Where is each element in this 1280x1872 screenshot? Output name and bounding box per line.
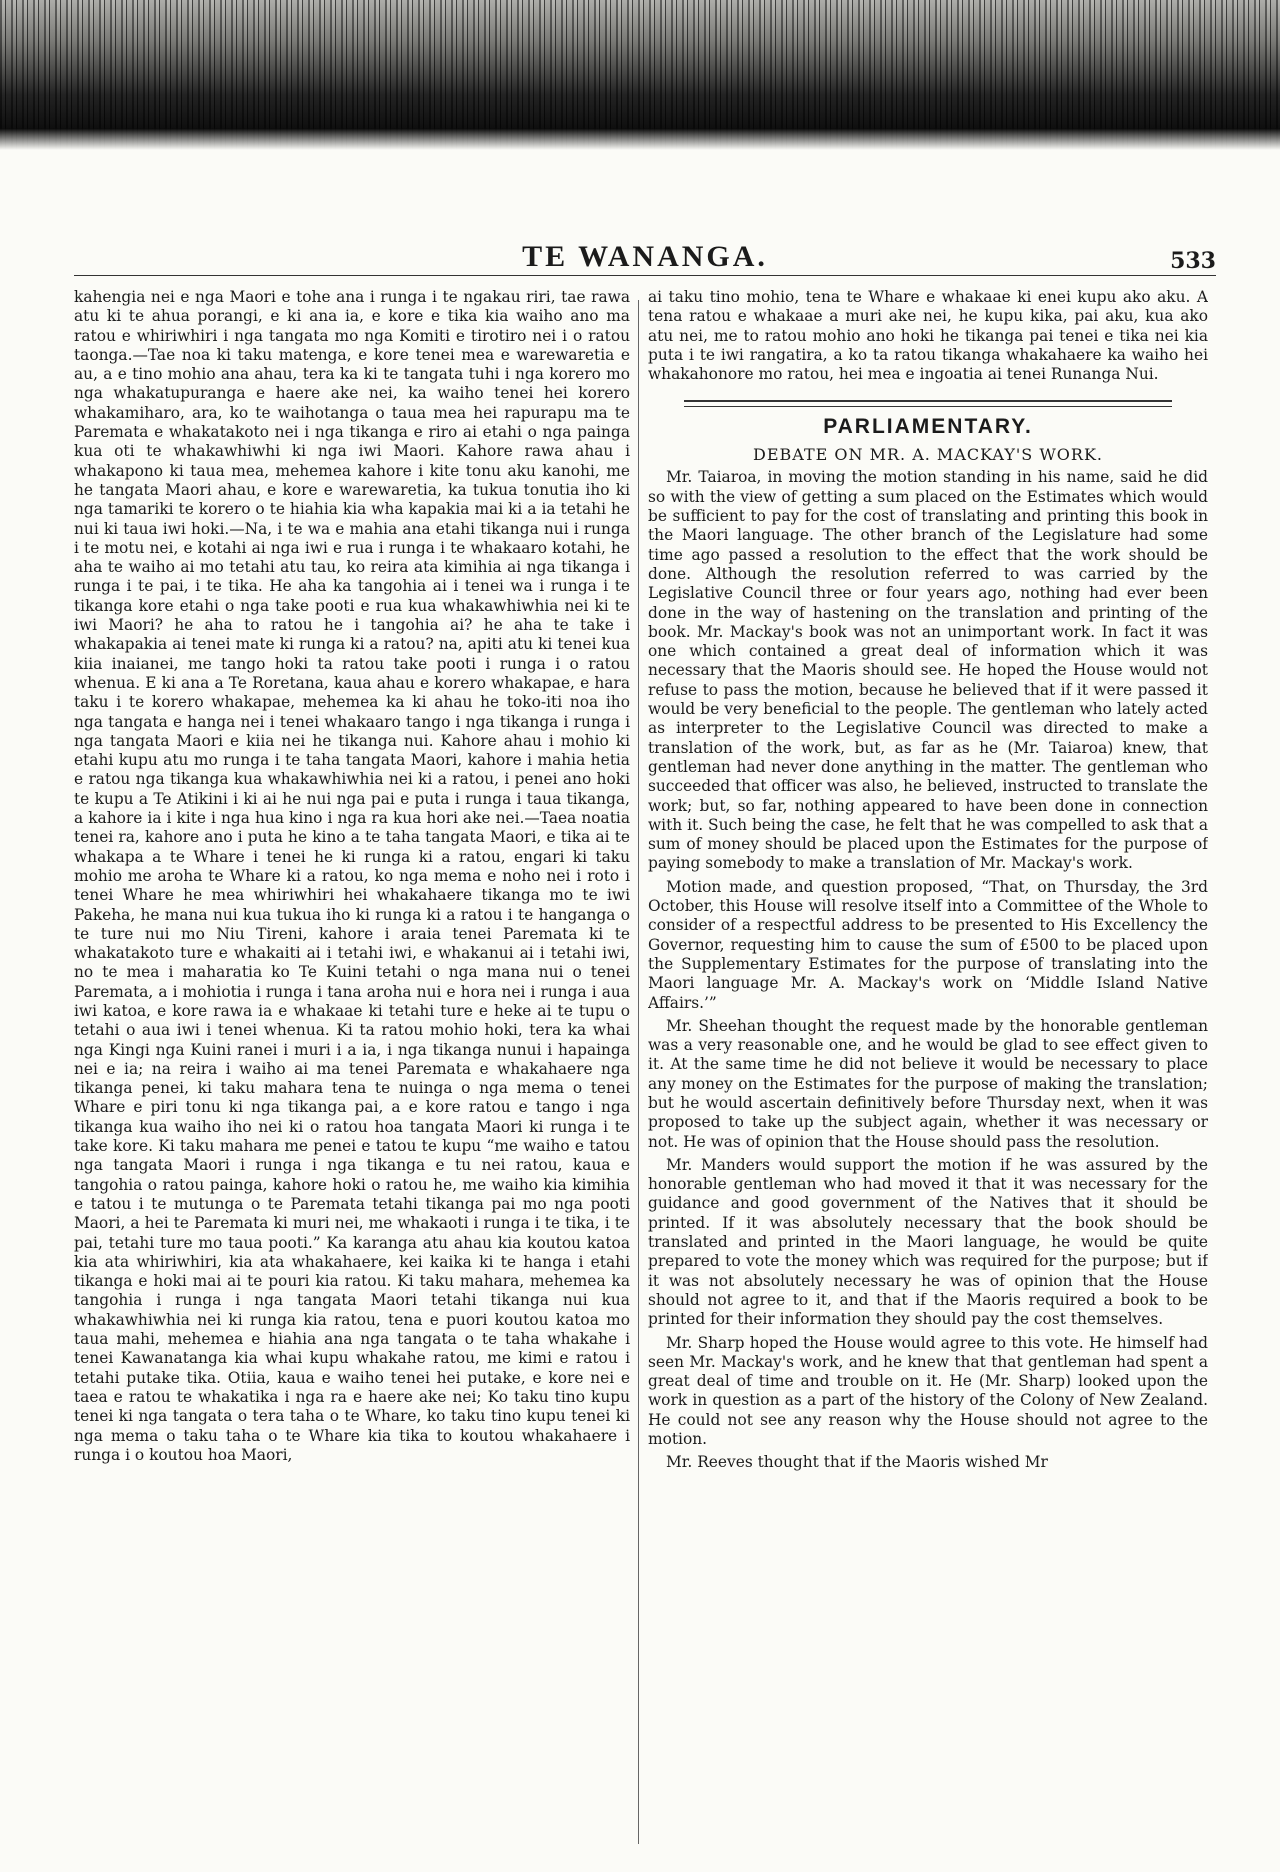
header-rule [74, 275, 1216, 276]
debate-paragraph: Mr. Sharp hoped the House would agree to this vote. He himself had seen Mr. Mackay's work, and he knew that that gentleman had spent a great deal of time and trouble on it. He (Mr. Sharp) looked upon the work in question as a part of the history of the Colony of New Zealand. He could not see any reason why the House should not agree to the motion. [648, 1333, 1208, 1449]
debate-paragraph: Mr. Manders would support the motion if he was assured by the honorable gentleman who had moved it that it was necessary for the guidance and good government of the Natives that it should be printed. If it was absolutely necessary that the book should be translated and printed in the Maori language, he would be quite prepared to vote the money which was required for the purpose; but if it was not absolutely necessary he was of opinion that the House should not agree to it, and that if the Maoris required a book to be printed for their information they should pay the cost themselves. [648, 1155, 1208, 1329]
debate-paragraph: Mr. Sheehan thought the request made by the honorable gentleman was a very reasonable one, and he would be glad to see effect given to it. At the same time he did not believe it would be necessary to place any money on the Estimates for the purpose of making the translation; but he would ascertain definitively before Thursday next, when it was proposed to take up the subject again, whether it was necessary or not. He was of opinion that the House should pass the resolution. [648, 1016, 1208, 1151]
maori-text-conclusion: ai taku tino mohio, tena te Whare e whakaae ki enei kupu ako aku. A tena ratou e whakaae a muri ake nei, he kupu kika, pai aku, kua ako atu nei, me to ratou mohio ano hoki he tikanga pai tenei e tika nei kia puta i te iwi rangatira, a ko ta ratou tikanga whakahaere ka waiho hei whakahonore mo ratou, hei mea e ingoatia ai tenei Runanga Nui. [648, 288, 1208, 384]
debate-paragraph: Motion made, and question proposed, “That, on Thursday, the 3rd October, this House will resolve itself into a Committee of the Whole to consider of a respectful address to be presented to His Excellency the Governor, requesting him to cause the sum of £500 to be placed upon the Supplementary Estimates for the purpose of translating into the Maori language Mr. A. Mackay's work on ‘Middle Island Native Affairs.’” [648, 877, 1208, 1012]
article-subheading: DEBATE ON MR. A. MACKAY'S WORK. [753, 445, 1103, 465]
debate-paragraph: Mr. Taiaroa, in moving the motion standing in his name, said he did so with the view of getting a sum placed on the Estimates which would be sufficient to pay for the cost of translating and printing this book in the Maori language. The other branch of the Legislature had some time ago passed a resolution to the effect that the work should be done. Although the resolution referred to was carried by the Legislative Council three or four years ago, nothing had ever been done in the way of hastening on the translation and printing of the book. Mr. Mackay's book was not an unimportant work. In fact it was one which contained a great deal of information which it was necessary that the Maoris should see. He hoped the House would not refuse to pass the motion, because he believed that if it were passed it would be very beneficial to the people. The gentleman who lately acted as interpreter to the Legislative Council was directed to make a translation of the work, but, as far as he (Mr. Taiaroa) knew, that gentleman had never done anything in the matter. The gentleman who succeeded that officer was also, he believed, instructed to translate the work; but, so far, nothing appeared to have been done in connection with it. Such being the case, he felt that he was compelled to ask that a sum of money should be placed upon the Estimates for the purpose of paying somebody to make a translation of Mr. Mackay's work. [648, 468, 1208, 873]
left-column [74, 288, 630, 1850]
section-heading: PARLIAMENTARY. [823, 415, 1033, 439]
maori-text-paragraph: kahengia nei e nga Maori e tohe ana i runga i te ngakau riri, tae rawa atu ki te ahua porangi, e ki ana ia, e kore e tika kia waiho ano ma ratou e whiriwhiri i nga tangata mo nga Komiti e tirotiro nei i o ratou taonga.—Tae noa ki taku matenga, e kore tenei mea e warewaretia e au, a e tino mohio ana ahau, tera ka ki te tangata tuhi i nga korero mo nga whakatupuranga e haere ake nei, ka waiho tenei hei korero whakamiharo, ara, ko te waihotanga o taua mea hei rapurapu ma te Paremata e whakatakoto nei i nga tikanga e riro ai etahi o nga painga kua oti te whakawhiwhi ki nga iwi Maori. Kahore rawa ahau i whakapono ki taua mea, mehemea kahore i kite tonu aku kanohi, me he tangata Maori ahau, e kore e warewaretia, ka tukua tonutia iho ki nga tamariki te korero o te hiahia kia wha kapakia mai ki a ia tetahi he nui ki taua iwi hoki.—Na, i te wa e mahia ana etahi tikanga nui i runga i te motu nei, e kotahi ai nga iwi e rua i runga i te whakaaro kotahi, he aha te waiho ai mo tetahi atu tau, ko reira ata kimihia ai nga tikanga i runga i te pai, i te tika. He aha ka tangohia ai i tenei wa i runga i te tikanga kore etahi o nga take pooti e rua kua whakawhiwhia nei ki te iwi Maori? he aha to ratou he i tangohia ai? he aha te take i whakapakia ai tenei mate ki runga ki a ratou? na, apiti atu ki tenei kua kiia inaianei, me tango hoki ta ratou take pooti i runga i o ratou whenua. E ki ana a Te Roretana, kaua ahau e korero whakapae, e hara taku i te korero whakapae, mehemea ka ki ahau he toko-iti noa iho nga tangata e hanga nei i tenei whakaaro tango i nga tikanga i runga i nga tangata Maori e kiia nei he tikanga nui. Kahore ahau i mohio ki etahi kupu atu mo runga i te taha tangata Maori, kahore i mahia hetia e ratou nga tikanga kua whakawhiwhia nei ki a ratou, i penei ano hoki te kupu a Te Atikini i ki ai he nui nga pai e puta i runga i taua tikanga, a kahore ia i kite i nga hua kino i nga ra kua hori ake nei.—Taea noatia tenei ra, kahore ano i puta he kino a te taha tangata Maori, e tika ai te whakapa a te Whare i tenei he ki runga ki a ratou, engari ki taku mohio me aroha te Whare ki a ratou, ko nga mema e noho nei i roto i tenei Whare he mea whiriwhiri hei whakahaere tikanga mo te iwi Pakeha, he mana nui kua tukua iho ki runga ki a ratou i te hanganga o te ture nui mo Niu Tireni, kahore i araia tenei Paremata ki te whakatakoto ture e whakaiti ai i tetahi iwi, e whakanui ai i tetahi iwi, no te mea i maharatia ko Te Kuini tetahi o nga mana nui o tenei Paremata, a i mohiotia i runga i tana aroha nui e hora nei i runga i aua iwi katoa, e kore rawa ia e whakaae ki tetahi ture e heke ai te tupu o tetahi o aua iwi i tenei whenua. Ki ta ratou mohio hoki, tera ka whai nga Kingi nga Kuini ranei i muri i a ia, i nga tikanga nunui i hapainga nei e ia; na reira i waiho ai ma tenei Paremata e whakahaere nga tikanga penei, ki taku mahara tena te nuinga o nga mema o tenei Whare e piri tonu ki nga tikanga pai, a e kore ratou e tango i nga tikanga kua waiho iho nei ki o ratou hoa tangata Maori ki runga i te take kore. Ki taku mahara me penei e tatou te kupu “me waiho e tatou nga tangata Maori i runga i nga tikanga e tu nei ratou, kaua e tangohia o ratou painga, kahore hoki o ratou he, me waiho kia kimihia e tatou i te mutunga o te Paremata tetahi tikanga pai mo nga pooti Maori, a hei te Paremata ki muri nei, me whakaoti i runga i te tika, i te pai, tetahi ture mo taua pooti.” Ka karanga atu ahau kia koutou katoa kia ata whiriwhiri, kia ata whakahaere, kei kaika ki te hanga i etahi tikanga e hoki mai ai te pouri kia ratou. Ki taku mahara, mehemea ka tangohia i runga i nga tangata Maori tetahi tikanga nui kua whakawhiwhia nei ki runga kia ratou, tena e puori koutou katoa mo taua mahi, mehemea e hiahia ana nga tangata o te taha whakahe i tenei Kawanatanga kia whai kupu whakahe ratou, me kimi e ratou i tetahi putake tika. Otiia, kaua e waiho tenei hei putake, e kore nei e taea e ratou te whakatika i nga ra e haere ake nei; Ko taku tino kupu tenei ki nga tangata o tera taha o te Whare, ko taku tino kupu tenei ki nga mema o taku taha o te Whare kia tika to koutou whakahaere i runga i o koutou hoa Maori, [74, 288, 630, 1464]
page-header [74, 240, 1216, 282]
section-rule [684, 400, 1172, 407]
newspaper-title: TE WANANGA. [522, 240, 768, 273]
scan-edge-artifact [0, 0, 1280, 150]
debate-paragraph: Mr. Reeves thought that if the Maoris wished Mr [666, 1453, 1048, 1472]
right-column [648, 288, 1208, 1850]
page-number: 533 [1170, 248, 1216, 274]
column-divider [638, 300, 639, 1844]
